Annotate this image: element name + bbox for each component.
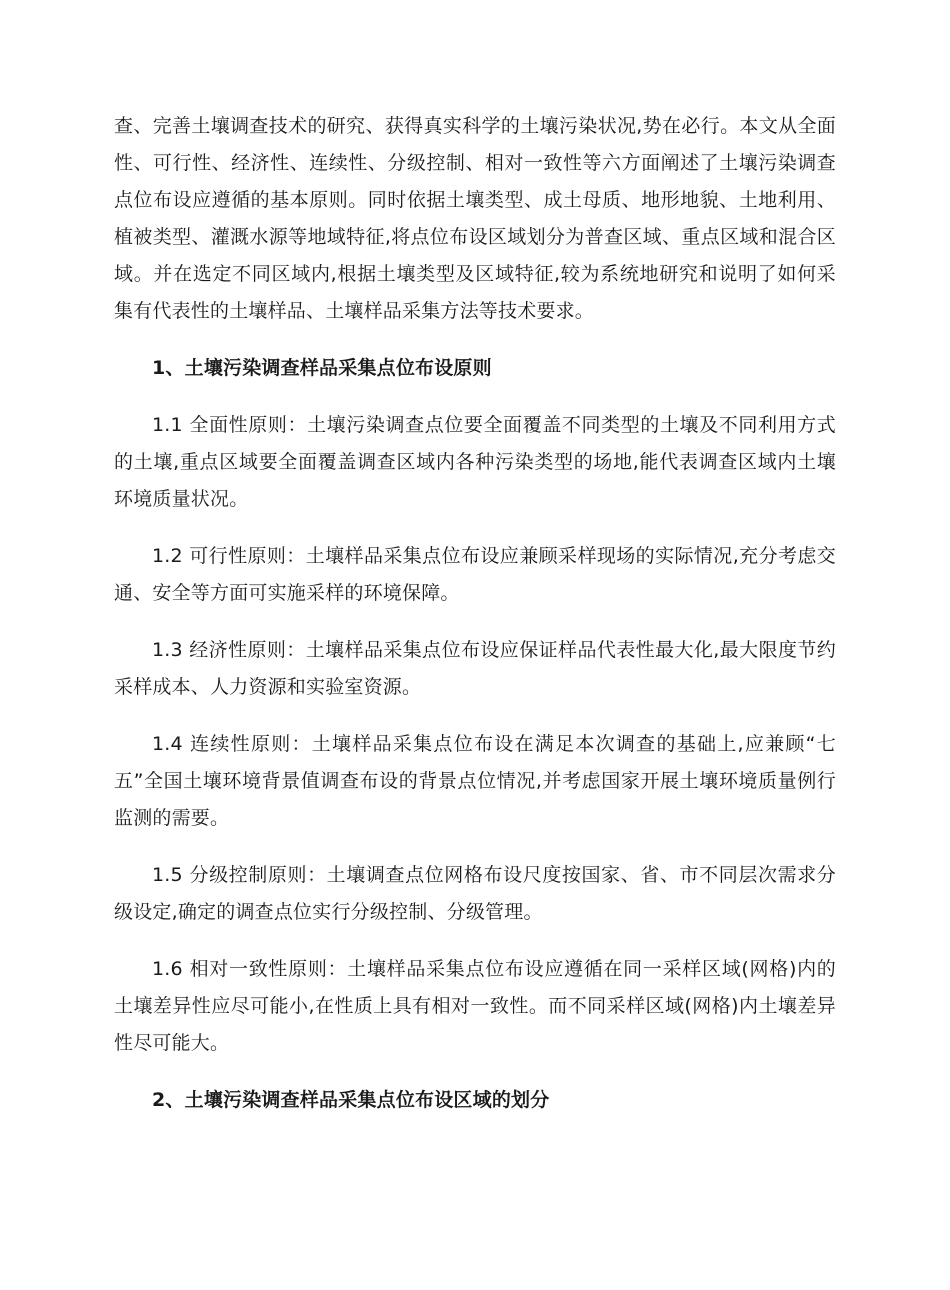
- principle-paragraph-1-6: 1.6 相对一致性原则：土壤样品采集点位布设应遵循在同一采样区域(网格)内的土壤差异性应尽可能小,在性质上具有相对一致性。而不同采样区域(网格)内土壤差异性尽可能大。: [114, 958, 836, 1054]
- principle-paragraph-1-3: 1.3 经济性原则：土壤样品采集点位布设应保证样品代表性最大化,最大限度节约采样成本、人力资源和实验室资源。: [114, 639, 836, 698]
- section-heading-1: 1、土壤污染调查样品采集点位布设原则: [152, 357, 492, 379]
- principle-paragraph-1-4: 1.4 连续性原则：土壤样品采集点位布设在满足本次调查的基础上,应兼顾“七五”全国土壤环境背景值调查布设的背景点位情况,并考虑国家开展土壤环境质量例行监测的需要。: [114, 733, 836, 829]
- principle-paragraph-1-2: 1.2 可行性原则：土壤样品采集点位布设应兼顾采样现场的实际情况,充分考虑交通、安全等方面可实施采样的环境保障。: [114, 545, 836, 604]
- principle-paragraph-1-1: 1.1 全面性原则：土壤污染调查点位要全面覆盖不同类型的土壤及不同利用方式的土壤,重点区域要全面覆盖调查区域内各种污染类型的场地,能代表调查区域内土壤环境质量状况。: [114, 414, 836, 510]
- section-heading-2: 2、土壤污染调查样品采集点位布设区域的划分: [152, 1089, 550, 1111]
- intro-paragraph: 查、完善土壤调查技术的研究、获得真实科学的土壤污染状况,势在必行。本文从全面性、可行性、经济性、连续性、分级控制、相对一致性等六方面阐述了土壤污染调查点位布设应遵循的基本原则。同时依据土壤类型、成土母质、地形地貌、土地利用、植被类型、灌溉水源等地域特征,将点位布设区域划分为普查区域、重点区域和混合区域。并在选定不同区域内,根据土壤类型及区域特征,较为系统地研究和说明了如何采集有代表性的土壤样品、土壤样品采集方法等技术要求。: [114, 115, 836, 322]
- principle-paragraph-1-5: 1.5 分级控制原则：土壤调查点位网格布设尺度按国家、省、市不同层次需求分级设定,确定的调查点位实行分级控制、分级管理。: [114, 864, 836, 923]
